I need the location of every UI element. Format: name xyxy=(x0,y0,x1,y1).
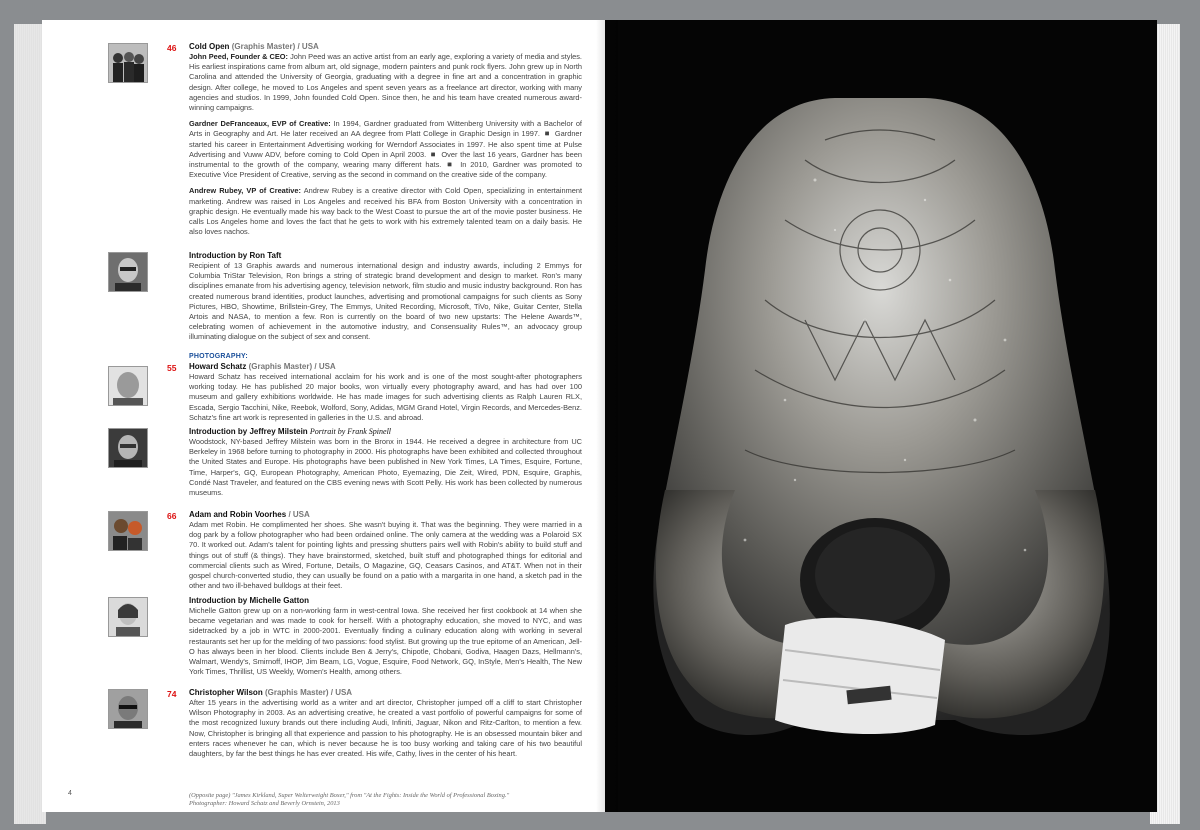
page-ref: 46 xyxy=(167,43,177,53)
voorhes-portrait xyxy=(108,511,148,551)
entry-heading: Christopher Wilson (Graphis Master) / USA xyxy=(189,688,353,697)
entry-text xyxy=(189,510,582,597)
bio-paragraph: Andrew Rubey, VP of Creative: Andrew Rubey is a creative director with Cold Open, specializing in entertainment marketing. Andrew was raised in Los Angeles and received his BFA from Boston University with a concentration in graphic design. He eventually made his way back to the West Coast to pursue the art of the movie poster business. He calls Los Angeles home and loves the fact that he gets to work with his extremely talented team on a daily basis. He also loves nachos. xyxy=(189,186,582,237)
entry-text xyxy=(189,251,582,349)
entry-text xyxy=(189,362,582,429)
page-ref: 66 xyxy=(167,511,177,521)
page-ref: 74 xyxy=(167,689,177,699)
bio-paragraph: Gardner DeFranceaux, EVP of Creative: In 1994, Gardner graduated from Wittenberg University with a Bachelor of Arts in Geography and Art. He later received an AA degree from Platt College in Graphic Design in 1997. ◾ Gardner started his career in Entertainment Advertising working for Werndorf Associates in 1997. He also spent time at Pulse Advertising and Vuww ADV, before coming to Cold Open in April 2003. ◾ Over the last 16 years, Gardner has been instrumental to the growth of the company, wearing many different hats. ◾ In 2010, Gardner was promoted to Executive Vice President of Creative, serving as the second in command on the creative side of the company. xyxy=(189,119,582,180)
boxer-back-illustration xyxy=(605,20,1157,812)
spine-gutter-shadow xyxy=(596,20,618,812)
entry-text xyxy=(189,596,582,683)
section-label-photography: PHOTOGRAPHY: xyxy=(189,353,248,360)
entry-heading: Introduction by Jeffrey Milstein Portrait by Frank Spinell xyxy=(189,427,392,436)
left-page xyxy=(42,20,605,812)
entry-text xyxy=(189,427,582,504)
bio-paragraph: Howard Schatz has received international acclaim for his work and is one of the most sought-after photographers working today. He has published 20 major books, won virtually every photography award, and has had over 100 museum and gallery exhibitions worldwide. He has made images for such advertising clients as Ralph Lauren RLX, Escada, Sergio Tacchini, Nike, Reebok, Wolford, Sony, Adidas, MGM Grand Hotel, Virgin Records, and Mercedes-Benz. Schatz's fine art work is represented in galleries in the U.S. and abroad. xyxy=(189,372,582,422)
boxer-photograph xyxy=(605,20,1157,812)
entry-text xyxy=(189,688,582,765)
entry-heading: Introduction by Michelle Gatton xyxy=(189,596,309,605)
page-ref: 55 xyxy=(167,363,177,373)
howard-schatz-portrait xyxy=(108,366,148,406)
bio-paragraph: Michelle Gatton grew up on a non-working farm in west-central Iowa. She received her first cookbook at 14 when she became vegetarian and was made to cook for herself. With a photography education, she moved to NYC, and was sidetracked by a job in WTC in 2000-2001. Eventually finding a culinary education along with working in several restaurants set her up for the melding of two passions: food stylist. But growing up the true epitome of an American, Jell-O has always been in her blood. Clients include Ben & Jerry's, Chipotle, Chobani, Godiva, Haagen Dazs, Hellmann's, Walmart, Wendy's, Smirnoff, IHOP, Jim Beam, LG, Vogue, Esquire, Food Network, GQ, InStyle, Men's Health, The New York Times, Thrillist, US Weekly, Women's Health, among others. xyxy=(189,606,582,677)
bio-paragraph: Recipient of 13 Graphis awards and numerous international design and industry awards, including 2 Emmys for Columbia TriStar Television, Ron brings a string of strategic brand development and design to market. Ron's many disciplines emanate from his advertising agency, television network, film studio and music industry background. Ron has created numerous brand identities, product launches, advertising and promotional campaigns for such clients as Sony Pictures, HBO, Showtime, Brillstein-Grey, The Emmys, United Recording, Microsoft, TiVo, Nike, Guitar Center, Stella Artois and NASA, to mention a few. Ron is currently on the board of two new upstarts: The Helene Awards™, celebrating women of achievement in the automotive industry, and Consensuality Rules™, an advocacy group illuminating dialogue on the subject of sex and consent. xyxy=(189,261,582,342)
entry-text xyxy=(189,42,582,243)
bio-paragraph: After 15 years in the advertising world as a writer and art director, Christopher jumped off a cliff to start Christopher Wilson Photography in 2003. As an advertising creative, he created a vast portfolio of powerful campaigns for some of the most recognized luxury brands out there including Audi, Infiniti, Jaguar, Nikon and Ritz-Carlton, to mention a few. Now, Christopher is bringing all that experience and passion to his photography. He is an obsessed mountain biker and enters races whenever he can, which is never because he is too busy working and taking care of his two beautiful daughters, by far the best things he has ever created. His wife, Cathy, lives in the center of his heart. xyxy=(189,698,582,759)
photo-caption: (Opposite page) "James Kirkland, Super Welterweight Boxer," from "At the Fights: Inside the World of Professional Boxing." Photographer: Howard Schatz and Beverly Ornstein, 2013 xyxy=(189,792,510,807)
bio-paragraph: Woodstock, NY-based Jeffrey Milstein was born in the Bronx in 1944. He received a degree in architecture from UC Berkeley in 1968 before turning to photography in 2000. His photographs have been exhibited and collected throughout the United States and Europe. His photographs have been published in New York Times, LA Times, Esquire, Fortune, Time, Harper's, GQ, European Photography, American Photo, Eyemazing, Die Zeit, Wired, PDN, Esquire, Graphis, Condé Nast Traveler, and featured on the CBS evening news with Scott Pelly. His work has been collected by numerous museums. xyxy=(189,437,582,498)
entry-heading: Cold Open (Graphis Master) / USA xyxy=(189,42,319,51)
entry-heading: Adam and Robin Voorhes / USA xyxy=(189,510,310,519)
entry-heading: Howard Schatz (Graphis Master) / USA xyxy=(189,362,336,371)
bio-paragraph: Adam met Robin. He complimented her shoes. She wasn't buying it. That was the beginning. They were married in a dog park by a follow photographer who had been ordained online. The only camera at the wedding was a Polaroid SX 70. It worked out. Adam's talent for pointing lights and pressing shutters pairs well with Robin's ability to build stuff and things out of stuff (& things). They have brainstormed, sketched, built stuff and photographed things for editorial and commercial clients such as Wired, Fortune, Details, O Magazine, GQ, Ceasars Casinos, and AT&T. When not in their gospel church-converted studio, they can usually be found on a patio with a margarita in one hand, a sketch pad in the other and two ill-behaved bulldogs at their feet. xyxy=(189,520,582,591)
entry-heading: Introduction by Ron Taft xyxy=(189,251,282,260)
ron-taft-portrait xyxy=(108,252,148,292)
page-number: 4 xyxy=(68,790,72,797)
christopher-wilson-portrait xyxy=(108,689,148,729)
michelle-gatton-portrait xyxy=(108,597,148,637)
jeffrey-milstein-portrait xyxy=(108,428,148,468)
bio-paragraph: John Peed, Founder & CEO: John Peed was an active artist from an early age, exploring a variety of media and styles. His earliest inspirations came from album art, old signage, modern painters and punk rock flyers. John grew up in North Carolina and attended the University of Georgia, graduating with a degree in fine art and a concentration in graphic design. After college, he moved to Los Angeles and spent seven years as a freelance art director, working with many agencies and studios. In 1999, John founded Cold Open. Since then, he and his team have created numerous award-winning campaigns. xyxy=(189,52,582,113)
cold-open-team-photo xyxy=(108,43,148,83)
